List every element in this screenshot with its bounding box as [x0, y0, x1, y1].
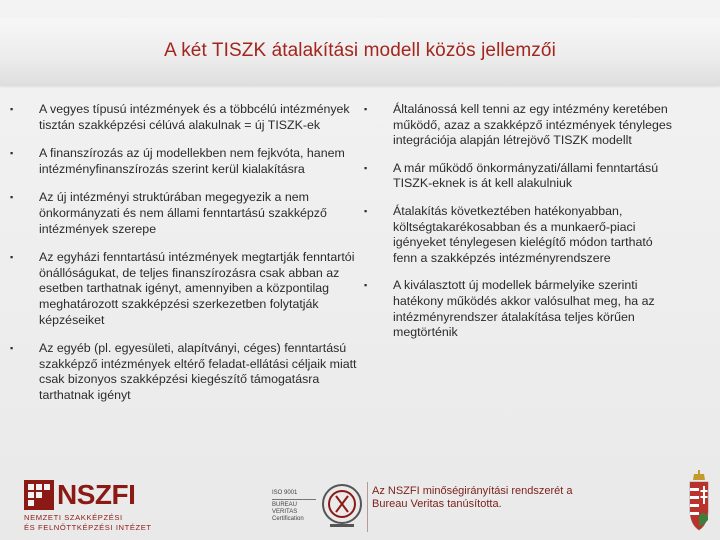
- list-item: [362, 161, 674, 192]
- certification-logos: [272, 478, 362, 536]
- nszfi-wordmark: NSZFI: [57, 479, 136, 510]
- iso-badge-line: BUREAU VERITAS: [272, 502, 298, 515]
- iso-badge: [272, 490, 316, 522]
- list-item: [8, 190, 358, 237]
- bullet-text: Az egyházi fenntartású intézmények megtartják fenntartói önállóságukat, de teljes finanszírozásra csak abban az esetben tarthatnak igényt, amennyiben a központilag meghatározott szakképzési szerkezetben folytatják képzéseiket: [39, 250, 355, 327]
- list-item: [362, 204, 674, 266]
- bullet-icon: ▪: [10, 104, 14, 114]
- bullet-text: Átalakítás következtében hatékonyabban, költségtakarékosabban és a munkaerő-piaci igényeket ténylegesen kielégítő módon tartható fenn a szakképzés intézményrendszere: [393, 203, 653, 265]
- nszfi-subtitle-line: NEMZETI SZAKKÉPZÉSI: [24, 513, 123, 522]
- nszfi-mark-icon: [24, 480, 54, 510]
- bullet-icon: ▪: [10, 148, 14, 159]
- bureau-veritas-seal-icon: [320, 482, 364, 530]
- divider: [272, 499, 316, 500]
- list-item: [8, 250, 358, 328]
- bullet-icon: ▪: [364, 162, 368, 173]
- bullet-icon: ▪: [10, 192, 14, 203]
- bullet-icon: ▪: [10, 343, 14, 354]
- bullet-text: A finanszírozás az új modellekben nem fejkvóta, hanem intézményfinanszírozás szerint kerül kialakításra: [39, 146, 345, 176]
- list-item: [362, 102, 674, 149]
- bullet-text: A kiválasztott új modellek bármelyike szerinti hatékony működés akkor valósulhat meg, ha az intézményrendszer átalakítása teljes körűen megtörténik: [393, 278, 655, 340]
- bullet-text: A vegyes típusú intézmények és a többcélú intézmények tisztán szakképzési célúvá alakulnak = új TISZK-ek: [39, 102, 350, 132]
- left-bullet-list: [8, 102, 358, 417]
- hungarian-coat-of-arms-icon: [684, 470, 714, 534]
- bullet-text: Az egyéb (pl. egyesületi, alapítványi, céges) fenntartású szakképző intézmények eltérő feladat-ellátási céljaik miatt csak bizonyos szakképzési kiegészítő támogatásra tarthatnak igényt: [39, 341, 357, 402]
- list-item: [8, 146, 358, 177]
- bullet-text: Általánossá kell tenni az egy intézmény keretében működő, azaz a szakképző intézmények tényleges integrációja alapján létrejövő TISZK modellt: [393, 102, 672, 148]
- iso-badge-line: Certification: [272, 516, 304, 522]
- list-item: [8, 102, 358, 133]
- bullet-icon: ▪: [364, 280, 368, 291]
- list-item: [8, 341, 358, 403]
- bullet-text: Az új intézményi struktúrában megegyezik a nem önkormányzati és nem állami fenntartású szakképző intézmények szerepe: [39, 190, 327, 236]
- nszfi-subtitle-line: ÉS FELNŐTTKÉPZÉSI INTÉZET: [24, 523, 152, 532]
- iso-badge-line: ISO 9001: [272, 490, 298, 496]
- list-item: [362, 278, 674, 340]
- nszfi-logo: [24, 478, 194, 536]
- bullet-icon: ▪: [10, 252, 14, 263]
- footer: [0, 462, 720, 540]
- certification-text: Az NSZFI minőségirányítási rendszerét a Bureau Veritas tanúsította.: [372, 485, 573, 510]
- nszfi-subtitle: [24, 513, 199, 533]
- bullet-icon: ▪: [364, 205, 368, 216]
- slide-title: A két TISZK átalakítási modell közös jellemzői: [164, 40, 556, 61]
- bullet-text: A már működő önkormányzati/állami fenntartású TISZK-eknek is át kell alakulniuk: [393, 160, 659, 191]
- footer-divider: [367, 482, 368, 532]
- bullet-icon: ▪: [364, 104, 368, 114]
- right-bullet-list: [362, 102, 674, 353]
